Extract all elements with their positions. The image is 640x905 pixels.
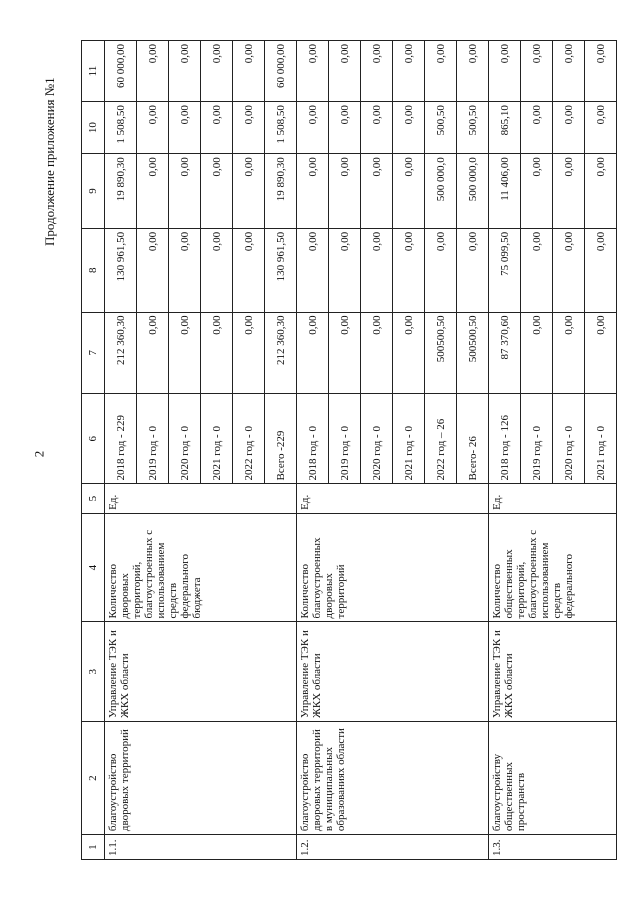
- amount-cell: 0,00: [553, 312, 585, 393]
- year-cell: 2022 год - 0: [233, 393, 265, 483]
- amount-cell: 0,00: [329, 312, 361, 393]
- amount-cell: 212 360,30: [105, 312, 137, 393]
- amount-cell: 0,00: [585, 312, 617, 393]
- page-number: 2: [31, 450, 47, 458]
- amount-cell: 1 508,50: [105, 102, 137, 154]
- section-number: 1.1.: [105, 835, 297, 860]
- amount-cell: 0,00: [201, 102, 233, 154]
- amount-cell: 11 406,00: [489, 154, 521, 229]
- amount-cell: 0,00: [137, 154, 169, 229]
- year-cell: 2018 год - 0: [297, 393, 329, 483]
- amount-cell: 0,00: [297, 154, 329, 229]
- amount-cell: 0,00: [521, 228, 553, 312]
- amount-cell: 0,00: [361, 41, 393, 102]
- year-cell: 2021 год - 0: [201, 393, 233, 483]
- amount-cell: 0,00: [233, 228, 265, 312]
- amount-cell: 0,00: [393, 154, 425, 229]
- amount-cell: 19 890,30: [265, 154, 297, 229]
- amount-cell: 0,00: [425, 41, 457, 102]
- amount-cell: 0,00: [393, 228, 425, 312]
- amount-cell: 0,00: [585, 102, 617, 154]
- amount-cell: 0,00: [553, 41, 585, 102]
- amount-cell: 500,50: [425, 102, 457, 154]
- amount-cell: 0,00: [329, 228, 361, 312]
- amount-cell: 0,00: [137, 312, 169, 393]
- column-number: 7: [82, 312, 105, 393]
- amount-cell: 865,10: [489, 102, 521, 154]
- year-cell: 2019 год - 0: [329, 393, 361, 483]
- amount-cell: 60 000,00: [265, 41, 297, 102]
- section-unit: Ед.: [105, 484, 297, 513]
- amount-cell: 0,00: [585, 154, 617, 229]
- year-cell: 2020 год - 0: [169, 393, 201, 483]
- rotated-table-container: [81, 40, 607, 860]
- amount-cell: 0,00: [393, 312, 425, 393]
- amount-cell: 0,00: [233, 41, 265, 102]
- amount-cell: 0,00: [297, 228, 329, 312]
- amount-cell: 0,00: [393, 102, 425, 154]
- amount-cell: 0,00: [201, 41, 233, 102]
- year-cell: 2018 год - 229: [105, 393, 137, 483]
- column-number: 2: [82, 722, 105, 835]
- amount-cell: 0,00: [297, 41, 329, 102]
- amount-cell: 0,00: [329, 102, 361, 154]
- amount-cell: 500,50: [457, 102, 489, 154]
- column-number: 3: [82, 622, 105, 722]
- amount-cell: 500500,50: [425, 312, 457, 393]
- year-cell: 2020 год - 0: [553, 393, 585, 483]
- column-number: 11: [82, 41, 105, 102]
- column-number-row: [82, 41, 105, 860]
- amount-cell: 0,00: [585, 228, 617, 312]
- section-indicator: Количество благоустроенных дворовых территорий: [297, 513, 489, 622]
- year-cell: 2021 год - 0: [393, 393, 425, 483]
- section-unit: Ед.: [297, 484, 489, 513]
- amount-cell: 500 000,0: [457, 154, 489, 229]
- amount-cell: 87 370,60: [489, 312, 521, 393]
- amount-cell: 0,00: [361, 154, 393, 229]
- section-indicator: Количество общественных территорий, благоустроенных с использованием средств федерального: [489, 513, 617, 622]
- amount-cell: 0,00: [585, 41, 617, 102]
- amount-cell: 0,00: [329, 41, 361, 102]
- year-cell: 2022 год – 26: [425, 393, 457, 483]
- amount-cell: 1 508,50: [265, 102, 297, 154]
- amount-cell: 500500,50: [457, 312, 489, 393]
- amount-cell: 0,00: [137, 102, 169, 154]
- section-name: благоустройству общественных пространств: [489, 722, 617, 835]
- amount-cell: 0,00: [137, 41, 169, 102]
- amount-cell: 130 961,50: [105, 228, 137, 312]
- column-number: 8: [82, 228, 105, 312]
- table-row: [297, 41, 329, 860]
- amount-cell: 0,00: [361, 102, 393, 154]
- year-cell: 2020 год - 0: [361, 393, 393, 483]
- amount-cell: 0,00: [169, 102, 201, 154]
- amount-cell: 0,00: [329, 154, 361, 229]
- amount-cell: 75 099,50: [489, 228, 521, 312]
- program-table: [81, 40, 617, 860]
- amount-cell: 0,00: [169, 228, 201, 312]
- amount-cell: 0,00: [233, 312, 265, 393]
- amount-cell: 0,00: [553, 154, 585, 229]
- section-executor: Управление ТЭК и ЖКХ области: [105, 622, 297, 722]
- amount-cell: 60 000,00: [105, 41, 137, 102]
- amount-cell: 0,00: [297, 102, 329, 154]
- amount-cell: 0,00: [169, 312, 201, 393]
- amount-cell: 0,00: [137, 228, 169, 312]
- table-body: [105, 41, 617, 860]
- amount-cell: 0,00: [201, 154, 233, 229]
- amount-cell: 0,00: [169, 41, 201, 102]
- amount-cell: 500 000,0: [425, 154, 457, 229]
- amount-cell: 0,00: [233, 102, 265, 154]
- year-cell: 2021 год - 0: [585, 393, 617, 483]
- amount-cell: 0,00: [521, 312, 553, 393]
- year-cell: Всего- 26: [457, 393, 489, 483]
- amount-cell: 0,00: [457, 41, 489, 102]
- amount-cell: 0,00: [393, 41, 425, 102]
- amount-cell: 130 961,50: [265, 228, 297, 312]
- amount-cell: 0,00: [297, 312, 329, 393]
- column-number: 5: [82, 484, 105, 513]
- year-cell: Всего -229: [265, 393, 297, 483]
- table-row: [105, 41, 137, 860]
- section-number: 1.2.: [297, 835, 489, 860]
- column-number: 6: [82, 393, 105, 483]
- section-executor: Управление ТЭК и ЖКХ области: [297, 622, 489, 722]
- section-name: благоустройство дворовых территорий в муниципальных образованиях области: [297, 722, 489, 835]
- amount-cell: 0,00: [489, 41, 521, 102]
- page-header-title: Продолжение приложения №1: [42, 77, 57, 246]
- section-indicator: Количество дворовых территорий, благоустроенных с использованием средств федерального бюджета: [105, 513, 297, 622]
- amount-cell: 0,00: [457, 228, 489, 312]
- amount-cell: 0,00: [233, 154, 265, 229]
- amount-cell: 0,00: [425, 228, 457, 312]
- section-number: 1.3.: [489, 835, 617, 860]
- amount-cell: 0,00: [521, 154, 553, 229]
- amount-cell: 0,00: [361, 228, 393, 312]
- column-number: 4: [82, 513, 105, 622]
- table-row: [489, 41, 521, 860]
- amount-cell: 0,00: [169, 154, 201, 229]
- column-number: 1: [82, 835, 105, 860]
- section-unit: Ед.: [489, 484, 617, 513]
- year-cell: 2018 год - 126: [489, 393, 521, 483]
- amount-cell: 212 360,30: [265, 312, 297, 393]
- amount-cell: 0,00: [553, 102, 585, 154]
- amount-cell: 0,00: [553, 228, 585, 312]
- amount-cell: 0,00: [521, 102, 553, 154]
- amount-cell: 0,00: [201, 228, 233, 312]
- amount-cell: 0,00: [521, 41, 553, 102]
- year-cell: 2019 год - 0: [521, 393, 553, 483]
- amount-cell: 19 890,30: [105, 154, 137, 229]
- column-number: 9: [82, 154, 105, 229]
- section-executor: Управление ТЭК и ЖКХ области: [489, 622, 617, 722]
- year-cell: 2019 год - 0: [137, 393, 169, 483]
- column-number: 10: [82, 102, 105, 154]
- amount-cell: 0,00: [201, 312, 233, 393]
- section-name: благоустройство дворовых территорий: [105, 722, 297, 835]
- amount-cell: 0,00: [361, 312, 393, 393]
